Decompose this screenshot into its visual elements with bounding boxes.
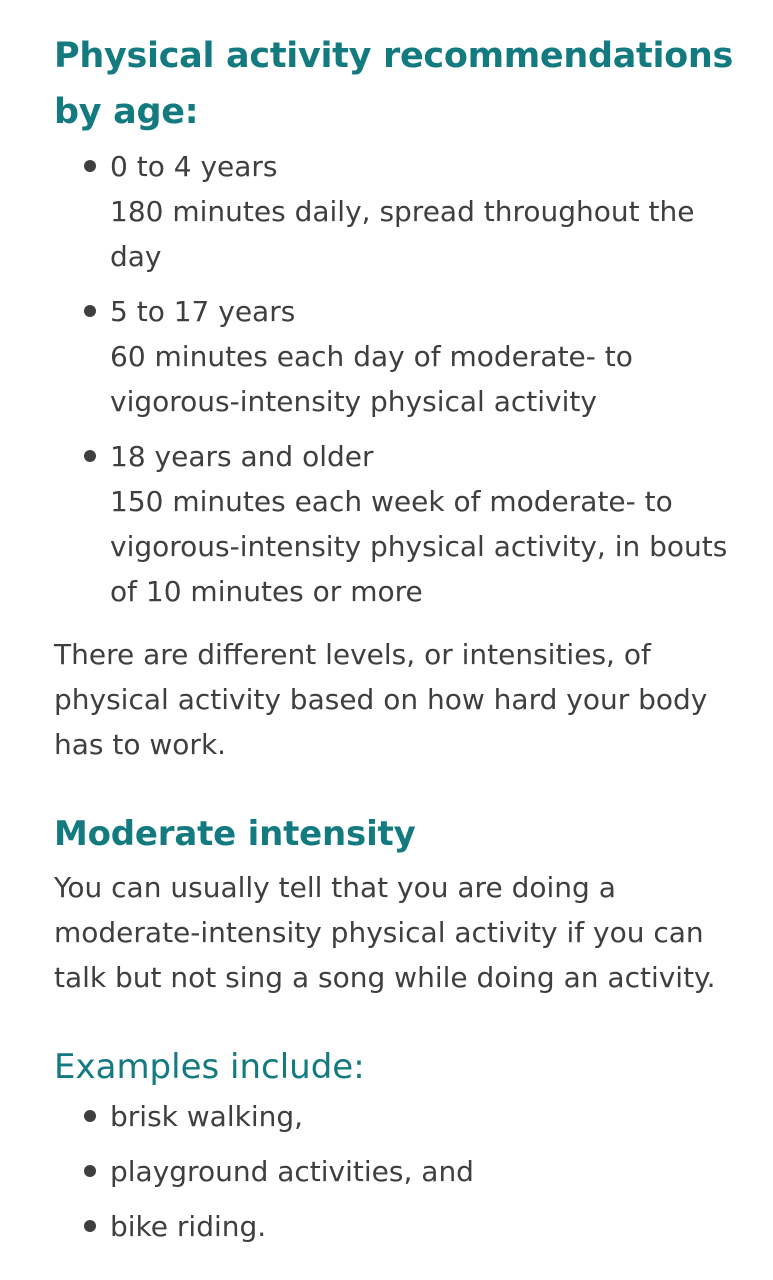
bullet-icon (84, 1110, 96, 1122)
example-text: brisk walking, (110, 1100, 304, 1133)
age-group-label: 5 to 17 years (110, 295, 296, 328)
age-group-label: 18 years and older (110, 440, 374, 473)
list-item (110, 144, 734, 279)
bullet-icon (84, 1165, 96, 1177)
bullet-icon (84, 305, 96, 317)
bullet-icon (84, 160, 96, 172)
age-recommendations-list (54, 144, 734, 614)
age-group-detail: 60 minutes each day of moderate- to vigorous-intensity physical activity (110, 340, 633, 418)
examples-list (54, 1094, 734, 1249)
example-text: playground activities, and (110, 1155, 474, 1188)
list-item (110, 289, 734, 424)
list-item (110, 1204, 734, 1249)
age-group-detail: 150 minutes each week of moderate- to vigorous-intensity physical activity, in bouts of 10 minutes or more (110, 485, 728, 608)
moderate-intensity-heading: Moderate intensity (54, 814, 416, 854)
intensity-intro-paragraph: There are different levels, or intensities, of physical activity based on how hard your body has to work. (54, 638, 708, 761)
list-item (110, 1149, 734, 1194)
example-text: bike riding. (110, 1210, 267, 1243)
page-title: Physical activity recommendations by age: (54, 36, 734, 132)
age-group-detail: 180 minutes daily, spread throughout the day (110, 195, 695, 273)
examples-heading: Examples include: (54, 1047, 365, 1087)
bullet-icon (84, 1220, 96, 1232)
list-item (110, 1094, 734, 1139)
bullet-icon (84, 450, 96, 462)
list-item (110, 434, 734, 614)
age-group-label: 0 to 4 years (110, 150, 278, 183)
article-content (54, 28, 734, 1259)
moderate-intensity-description: You can usually tell that you are doing a moderate-intensity physical activity if you can talk but not sing a song while doing an activity. (54, 871, 716, 994)
